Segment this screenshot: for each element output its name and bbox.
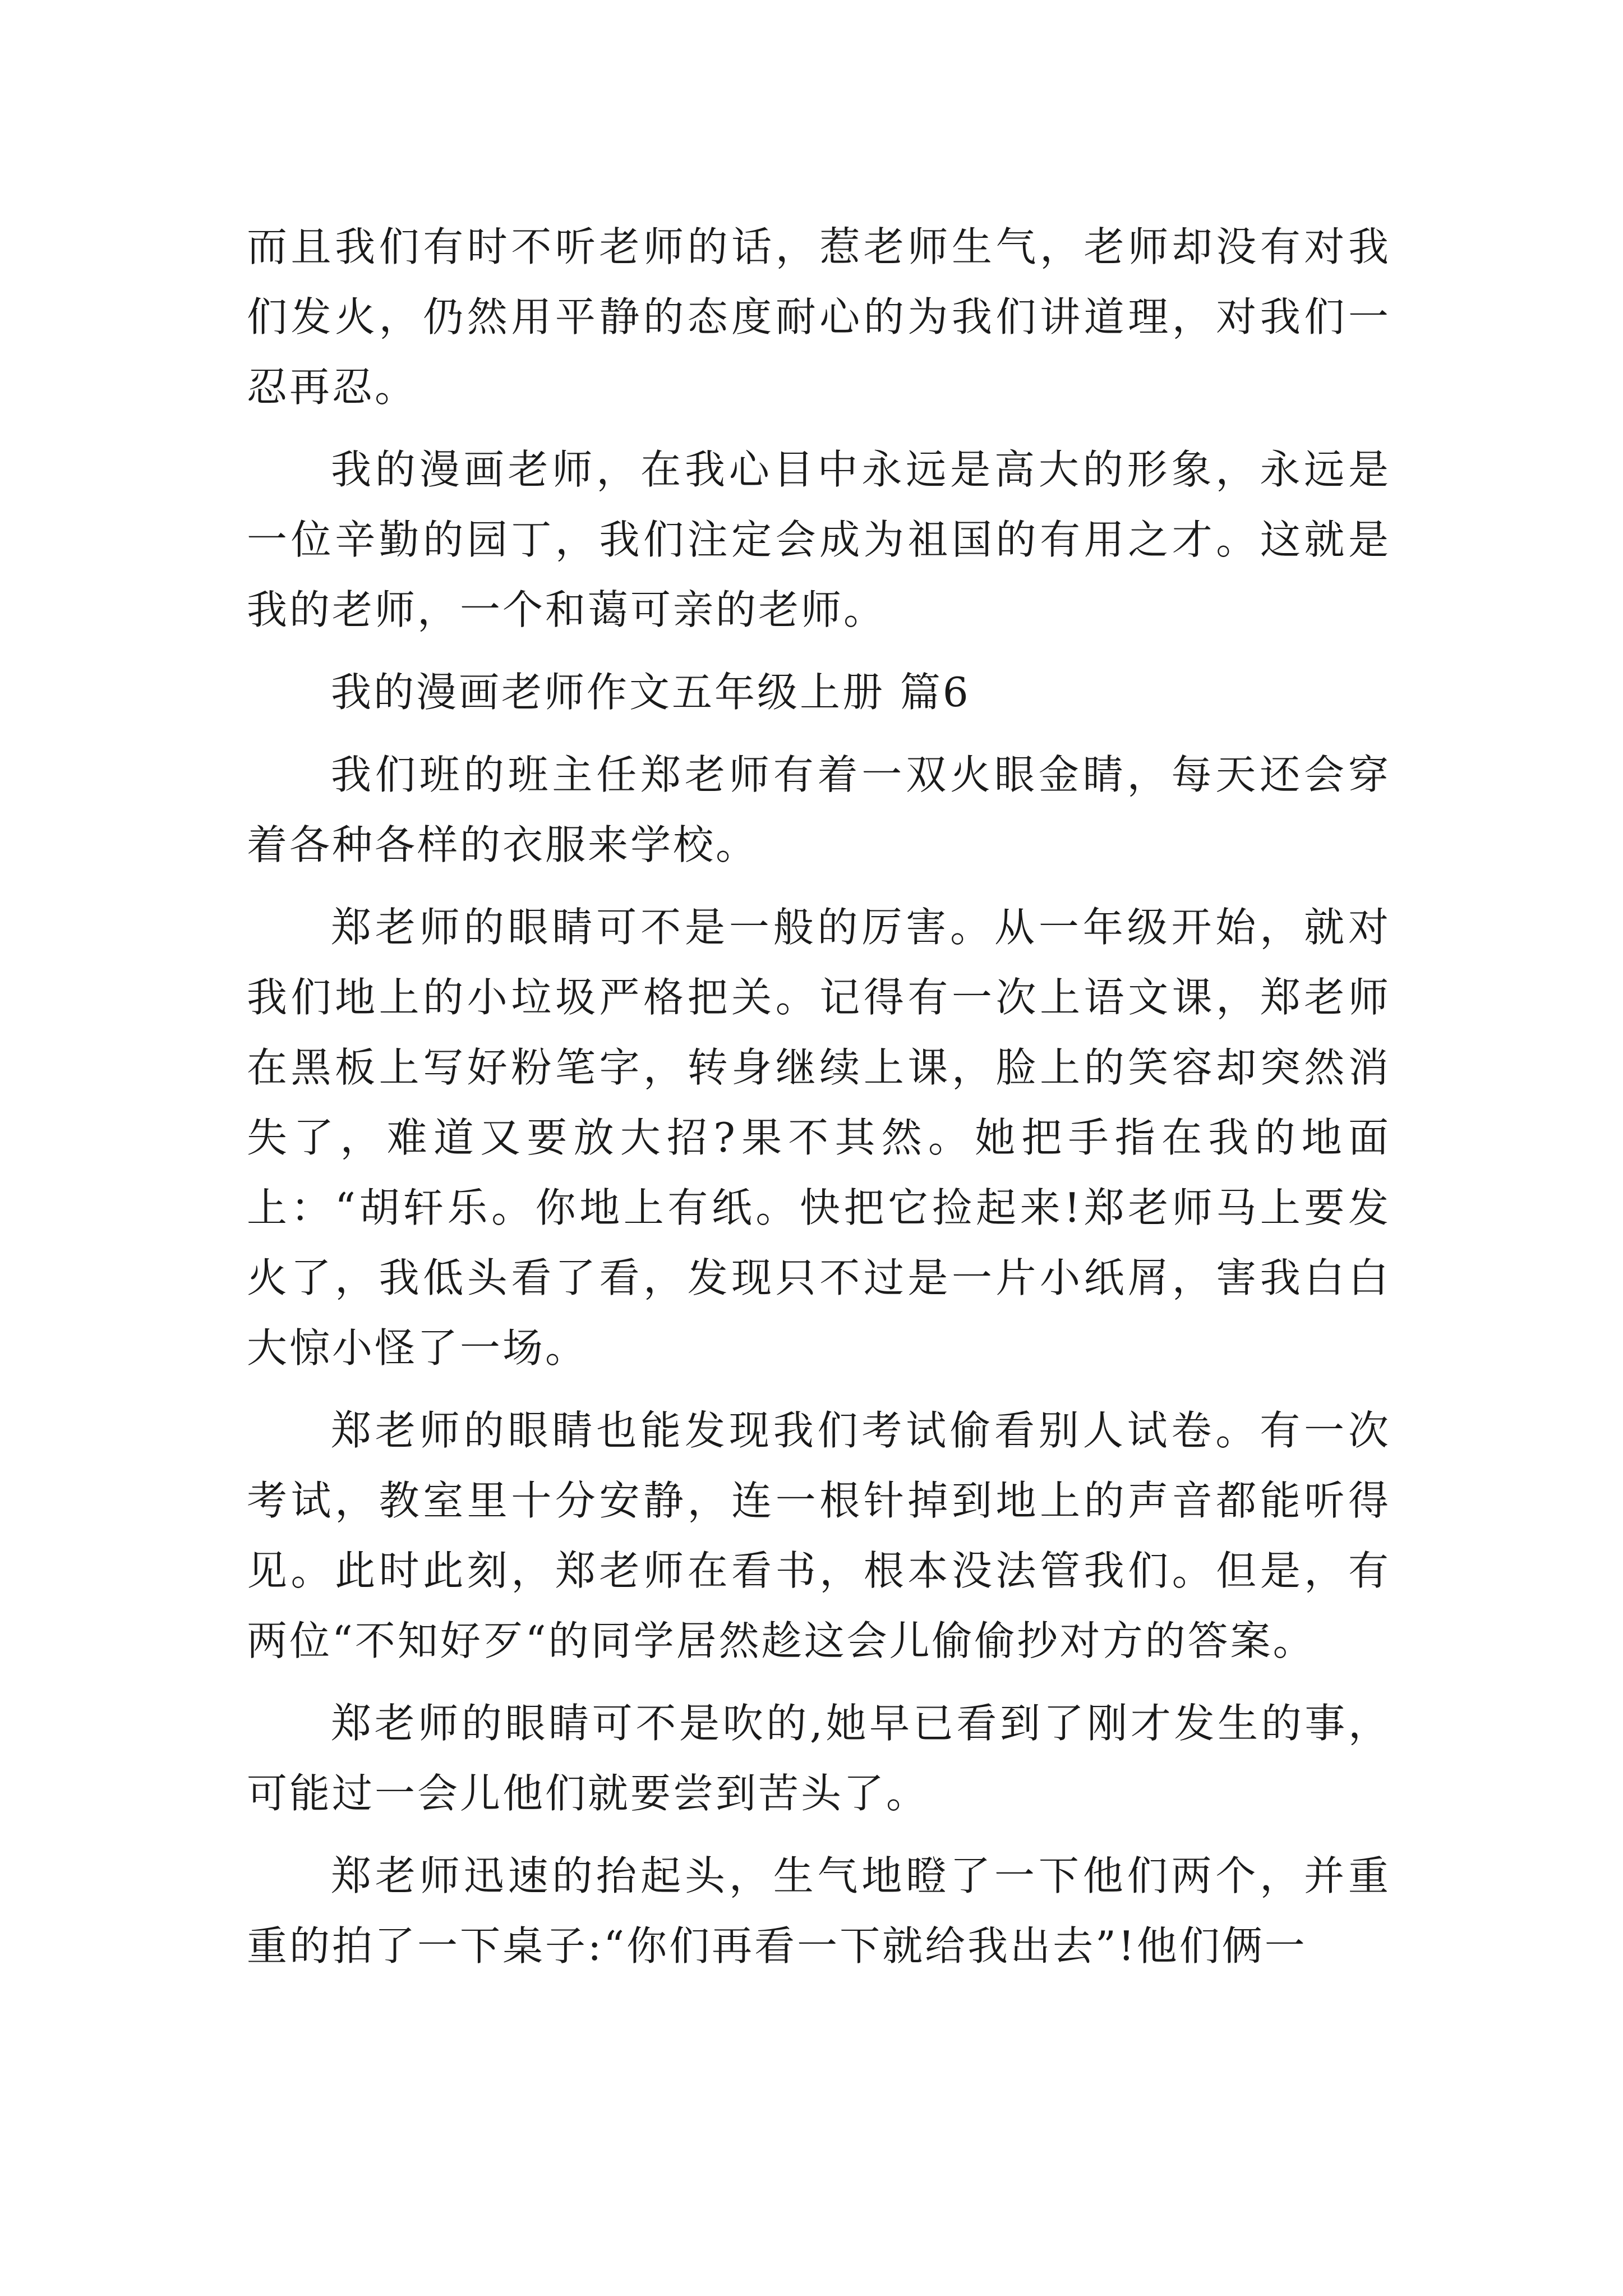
document-body [247, 212, 1391, 1994]
paragraph: 我的漫画老师，在我心目中永远是高大的形象，永远是一位辛勤的园丁，我们注定会成为祖国的有用之才。这就是我的老师，一个和蔼可亲的老师。 [247, 446, 1391, 633]
paragraph: 郑老师的眼睛也能发现我们考试偷看别人试卷。有一次考试，教室里十分安静，连一根针掉到地上的声音都能听得见。此时此刻，郑老师在看书，根本没法管我们。但是，有两位“不知好歹“的同学居然趁这会儿偷偷抄对方的答案。 [247, 1407, 1391, 1664]
paragraph: 我们班的班主任郑老师有着一双火眼金睛，每天还会穿着各种各样的衣服来学校。 [247, 751, 1391, 868]
paragraph: 而且我们有时不听老师的话，惹老师生气，老师却没有对我们发火，仍然用平静的态度耐心的为我们讲道理，对我们一忍再忍。 [247, 223, 1391, 411]
paragraph: 郑老师迅速的抬起头，生气地瞪了一下他们两个，并重重的拍了一下桌子:“你们再看一下就给我出去”!他们俩一 [247, 1852, 1391, 1970]
paragraph: 郑老师的眼睛可不是一般的厉害。从一年级开始，就对我们地上的小垃圾严格把关。记得有一次上语文课，郑老师在黑板上写好粉笔字，转身继续上课，脸上的笑容却突然消失了，难道又要放大招?果不其然。她把手指在我的地面上：“胡轩乐。你地上有纸。快把它捡起来!郑老师马上要发火了，我低头看了看，发现只不过是一片小纸屑，害我白白大惊小怪了一场。 [247, 904, 1391, 1372]
paragraph: 郑老师的眼睛可不是吹的,她早已看到了刚才发生的事，可能过一会儿他们就要尝到苦头了。 [247, 1700, 1391, 1817]
section-heading: 我的漫画老师作文五年级上册 篇6 [331, 669, 971, 716]
